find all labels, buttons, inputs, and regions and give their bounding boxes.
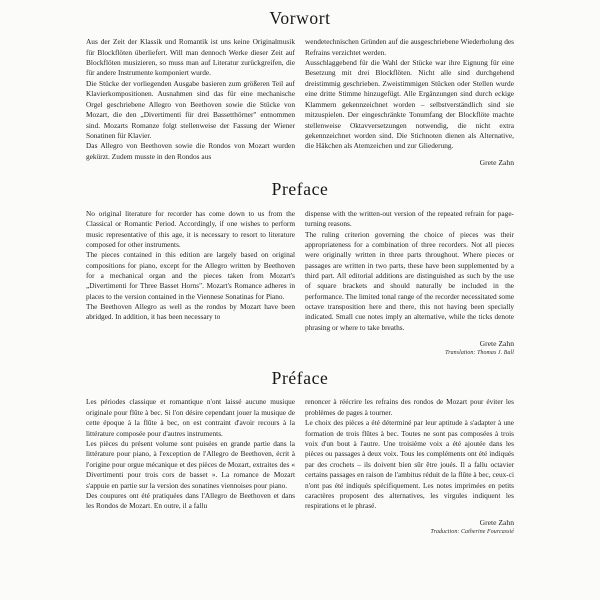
paragraph: The pieces contained in this edition are largely based on original compositions for piano, except for the Allegro written by Beethoven for a mechanical organ and the pieces taken from Mozart's „Divertimenti for Three Basset Horns". Mozart's Romance adheres in places to the version contained in the Viennese Sonatinas for Piano. — [86, 250, 295, 301]
paragraph: Das Allegro von Beethoven sowie die Rondos von Mozart wurden gekürzt. Zudem musste in den Rondos aus — [86, 141, 295, 161]
column-left-french — [86, 397, 295, 511]
column-right-french — [305, 397, 514, 536]
paragraph: Aus der Zeit der Klassik und Romantik ist uns keine Originalmusik für Blockflöten überliefert. Will man dennoch Werke dieser Zeit auf Blockflöten musizieren, so muss man auf Literatur zurückgreifen, die für andere Instrumente komponiert wurde. — [86, 37, 295, 78]
section-title-vorwort: Vorwort — [269, 8, 331, 28]
two-column-body-french — [86, 397, 514, 536]
preface-section-english — [86, 168, 514, 358]
paragraph: Die Stücke der vorliegenden Ausgabe basieren zum größeren Teil auf Klavierkompositionen. Ausnahmen sind das für eine mechanische Orgel geschriebene Allegro von Beethoven sowie die Stücke von Mozart, die den „Divertimenti für drei Bassetthörner" entnommen sind. Mozarts Romanze folgt stellenweise der Fassung der Wiener Sonatinen für Klavier. — [86, 78, 295, 140]
two-column-body-german — [86, 37, 514, 167]
section-title-preface-fr: Préface — [271, 368, 329, 389]
column-left-english — [86, 209, 295, 323]
paragraph: No original literature for recorder has come down to us from the Classical or Romantic Period. Accordingly, if one wishes to perform music representative of this age, it is necessary to resort to literature composed for other instruments. — [86, 208, 295, 249]
paragraph: Les périodes classique et romantique n'ont laissé aucune musique originale pour flûte à bec. Si l'on désire cependant jouer la musique de cette époque à la flûte à bec, on est contraint d'avoir recours à la littérature composée pour d'autres instruments. — [86, 397, 295, 438]
two-column-body-english — [86, 209, 514, 358]
paragraph: Des coupures ont été pratiquées dans l'Allegro de Beethoven et dans les Rondos de Mozart. En outre, il a fallu — [86, 491, 295, 511]
author-signature-german: Grete Zahn — [479, 157, 514, 167]
paragraph: The Beethoven Allegro as well as the rondos by Mozart have been abridged. In addition, it has been necessary to — [86, 302, 295, 322]
author-signature-french: Grete Zahn — [479, 517, 514, 527]
preface-section-german — [86, 0, 514, 168]
paragraph: dispense with the written-out version of the repeated refrain for page-turning reasons. — [305, 208, 514, 229]
paragraph: Le choix des pièces a été déterminé par leur aptitude à s'adapter à une formation de trois flûtes à bec. Toutes ne sont pas composées à trois voix d'un bout à l'autre. Une troisième voix a été ajoutée dans les pièces ou passages à deux voix. Tous les compléments ont été indiqués par des crochets – ils doivent bien sûr être joués. Il a fallu octavier certains passages en raison de l'ambitus réduit de la flûte à bec, ceux-ci n'ont pas été indiqués spécifiquement. Les notes imprimées en petits caractères proposent des alternatives, les virgules indiquent les respirations et le phrasé. — [305, 418, 514, 511]
paragraph: wendetechnischen Gründen auf die ausgeschriebene Wiederholung des Refrains verzichtet werden. — [305, 37, 514, 57]
column-right-english — [305, 209, 514, 358]
author-signature-english: Grete Zahn — [479, 339, 514, 349]
translator-credit-english: Translation: Thomas J. Ball — [445, 350, 514, 357]
paragraph: Les pièces du présent volume sont puisées en grande partie dans la littérature pour piano, à l'exception de l'Allegro de Beethoven, écrit à l'origine pour orgue mécanique et des pièces de Mozart, extraites des « Divertimenti pour trois cors de basset ». La romance de Mozart s'appuie en partie sur la version des sonatines viennoises pour piano. — [86, 438, 295, 490]
paragraph: The ruling criterion governing the choice of pieces was their appropriateness for a combination of three recorders. Not all pieces were originally written in three parts throughout. Where pieces or passages are written in two parts, these have been supplemented by a third part. All editorial additions are distinguished as such by the use of square brackets and should naturally be included in the performance. The limited tonal range of the recorder necessitated some octave transposition here and there, this not having been specially indicated. Small cue notes imply an alternative, while the ticks denote phrasing or where to take breaths. — [305, 229, 514, 332]
section-title-preface: Preface — [271, 178, 329, 199]
translator-credit-french: Traduction: Catherine Fourcassié — [430, 528, 514, 535]
column-left-german — [86, 37, 295, 162]
column-right-german — [305, 37, 514, 167]
preface-section-french — [86, 358, 514, 537]
paragraph: Ausschlaggebend für die Wahl der Stücke war ihre Eignung für eine Besetzung mit drei Blockflöten. Nicht alle sind durchgehend dreistimmig geschrieben. Zweistimmigen Stücken oder Stellen wurde eine dritte Stimme hinzugefügt. Alle Ergänzungen sind durch eckige Klammern gekennzeichnet worden – selbstverständlich sind sie mitzuspielen. Der eingeschränkte Tonumfang der Blockflöte machte stellenweise Oktavversetzungen notwendig, die nicht extra gekennzeichnet worden sind. Die Stichnoten dienen als Alternative, die Häkchen als Atemzeichen und zur Gliederung. — [305, 58, 514, 151]
paragraph: renoncer à réécrire les refrains des rondos de Mozart pour éviter les problèmes de pages à tourner. — [305, 397, 514, 417]
